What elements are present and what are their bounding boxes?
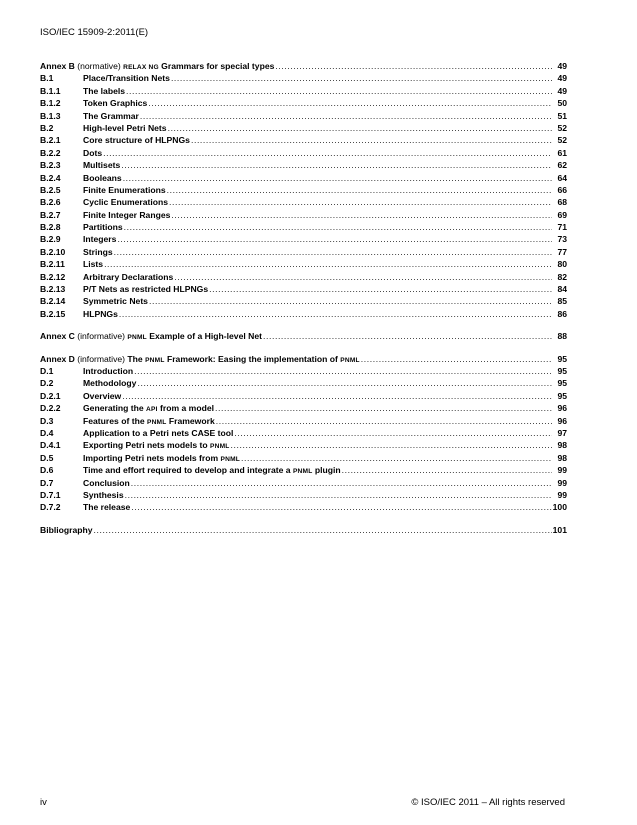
toc-entry-page: 97	[557, 427, 567, 438]
toc-entry-title: Symmetric Nets	[83, 296, 148, 307]
toc-entry-title: Finite Enumerations	[83, 184, 166, 195]
toc-entry-title-part: Features of the	[83, 415, 145, 426]
toc-entry-page: 66	[557, 184, 567, 195]
toc-annex-d-heading[interactable]	[40, 353, 567, 365]
toc-entry-page: 64	[557, 172, 567, 183]
toc-entry[interactable]	[40, 159, 567, 171]
copyright-footer: © ISO/IEC 2011 – All rights reserved	[411, 797, 565, 808]
toc-entry[interactable]	[40, 390, 567, 402]
toc-entry[interactable]	[40, 452, 567, 464]
toc-entry-title-part: Importing Petri nets models from	[83, 452, 219, 463]
toc-entry-page: 95	[557, 390, 567, 401]
page-number-footer: iv	[40, 797, 47, 808]
dot-leader	[149, 295, 552, 307]
toc-entry-title-part: Time and effort required to develop and integrate a	[83, 465, 291, 476]
section-gap	[40, 320, 567, 330]
toc-entry[interactable]	[40, 221, 567, 233]
toc-entry-title: Core structure of HLPNGs	[83, 135, 190, 146]
toc-entry[interactable]	[40, 233, 567, 245]
toc-entry-title-part: Generating the	[83, 403, 144, 414]
annex-label: Annex D	[40, 353, 75, 364]
dot-leader	[209, 283, 552, 295]
dot-leader	[263, 330, 552, 342]
toc-entry-number: B.1.1	[40, 85, 61, 96]
section-gap	[40, 514, 567, 524]
toc-entry-title: Arbitrary Declarations	[83, 271, 174, 282]
toc-entry-number: B.2.12	[40, 271, 66, 282]
toc-entry-page: 98	[557, 440, 567, 451]
toc-entry[interactable]	[40, 402, 567, 414]
dot-leader	[134, 365, 552, 377]
toc-entry-number: B.2.13	[40, 284, 66, 295]
toc-entry[interactable]	[40, 295, 567, 307]
toc-entry-page: 96	[557, 415, 567, 426]
dot-leader	[140, 110, 552, 122]
toc-entry[interactable]	[40, 477, 567, 489]
dot-leader	[231, 439, 552, 451]
dot-leader	[94, 524, 552, 536]
annex-title: Framework: Easing the implementation of	[166, 353, 338, 364]
annex-title-suffix: PNML	[340, 356, 360, 364]
annex-title: Grammars for special types	[161, 61, 275, 71]
toc-entry-number: D.7.1	[40, 489, 61, 500]
toc-entry[interactable]	[40, 196, 567, 208]
toc-entry-number: B.2.14	[40, 296, 66, 307]
annex-title-prefix: PNML	[127, 334, 147, 342]
dot-leader	[174, 271, 552, 283]
dot-leader	[126, 85, 552, 97]
toc-annex-b-heading[interactable]	[40, 60, 567, 72]
toc-entry-title-small-caps: API	[146, 406, 158, 414]
toc-entry-number: B.2	[40, 122, 54, 133]
toc-entry-number: B.1.3	[40, 110, 61, 121]
toc-entry-number: D.6	[40, 465, 54, 476]
toc-entry[interactable]	[40, 184, 567, 196]
toc-entry-title: P/T Nets as restricted HLPNGs	[83, 284, 209, 295]
table-of-contents	[40, 60, 567, 536]
annex-title-prefix: The	[127, 353, 143, 364]
toc-entry[interactable]	[40, 283, 567, 295]
toc-entry-number: D.7	[40, 477, 54, 488]
annex-type: (informative)	[77, 353, 126, 364]
toc-entry-page: 98	[557, 452, 567, 463]
toc-entry[interactable]	[40, 427, 567, 439]
dot-leader	[361, 353, 552, 365]
toc-entry-number: B.2.3	[40, 160, 61, 171]
toc-entry-title: Application to a Petri nets CASE tool	[83, 427, 234, 438]
toc-entry-title: Partitions	[83, 222, 123, 233]
toc-entry-number: D.2	[40, 378, 54, 389]
dot-leader	[168, 122, 552, 134]
toc-entry-number: B.2.6	[40, 197, 61, 208]
toc-entry-page: 71	[557, 222, 567, 233]
bibliography-page: 101	[552, 524, 567, 535]
toc-entry-number: B.2.1	[40, 135, 61, 146]
dot-leader	[171, 209, 552, 221]
toc-entry-title-part: from a model	[160, 403, 214, 414]
toc-entry-page: 77	[557, 246, 567, 257]
toc-entry-title: Place/Transition Nets	[83, 73, 170, 84]
toc-entry-title: Conclusion	[83, 477, 130, 488]
toc-entry-title: Integers	[83, 234, 117, 245]
toc-entry-page: 73	[557, 234, 567, 245]
toc-entry-number: B.2.4	[40, 172, 61, 183]
toc-entry-title: Dots	[83, 147, 103, 158]
toc-entry-number: B.2.11	[40, 259, 65, 270]
toc-entry-title: Finite Integer Ranges	[83, 209, 171, 220]
toc-entry-number: D.5	[40, 452, 54, 463]
document-id-header: ISO/IEC 15909-2:2011(E)	[40, 27, 149, 38]
toc-entry-page: 86	[557, 308, 567, 319]
toc-entry-number: D.1	[40, 365, 54, 376]
dot-leader	[114, 246, 552, 258]
toc-entry[interactable]	[40, 439, 567, 451]
dot-leader	[137, 377, 552, 389]
toc-entry-number: D.4	[40, 427, 54, 438]
dot-leader	[117, 233, 552, 245]
dot-leader	[124, 221, 552, 233]
toc-entry-title: Overview	[83, 390, 122, 401]
annex-type: (informative)	[77, 331, 126, 342]
annex-label: Annex B	[40, 61, 75, 71]
toc-entry-title-small-caps: PNML	[292, 468, 313, 476]
dot-leader	[169, 196, 552, 208]
dot-leader	[103, 147, 552, 159]
dot-leader	[123, 172, 552, 184]
annex-type: (normative)	[77, 61, 121, 71]
dot-leader	[191, 134, 552, 146]
toc-entry-title: Methodology	[83, 378, 137, 389]
dot-leader	[275, 60, 552, 72]
toc-entry-number: B.1	[40, 73, 54, 84]
toc-entry-title-small-caps: PNML	[220, 455, 241, 463]
toc-entry-title-part: Exporting Petri nets models to	[83, 440, 208, 451]
dot-leader	[342, 464, 552, 476]
annex-title: Example of a High-level Net	[149, 331, 262, 342]
toc-entry-number: B.1.2	[40, 98, 61, 109]
toc-entry-title: High-level Petri Nets	[83, 122, 167, 133]
toc-entry[interactable]	[40, 308, 567, 320]
toc-entry-page: 50	[557, 98, 567, 109]
dot-leader	[215, 402, 552, 414]
toc-entry-title: Multisets	[83, 160, 121, 171]
toc-entry-title-part: plugin	[314, 465, 341, 476]
toc-entry[interactable]	[40, 209, 567, 221]
toc-entry[interactable]	[40, 97, 567, 109]
toc-entry-title-small-caps: PNML	[147, 418, 167, 426]
dot-leader	[216, 415, 552, 427]
toc-entry-title: The Grammar	[83, 110, 139, 121]
toc-entry-page: 95	[557, 365, 567, 376]
toc-entry-number: D.3	[40, 415, 54, 426]
toc-entry[interactable]	[40, 258, 567, 270]
toc-entry-page: 51	[557, 110, 567, 121]
toc-entry-title: The release	[83, 502, 131, 513]
dot-leader	[121, 159, 552, 171]
toc-entry-page: 82	[557, 271, 567, 282]
toc-entry-number: D.2.2	[40, 403, 61, 414]
toc-entry-page: 68	[557, 197, 567, 208]
toc-entry[interactable]	[40, 72, 567, 84]
toc-entry-number: B.2.2	[40, 147, 61, 158]
toc-entry[interactable]	[40, 377, 567, 389]
toc-entry[interactable]	[40, 134, 567, 146]
toc-entry[interactable]	[40, 147, 567, 159]
toc-entry[interactable]	[40, 85, 567, 97]
toc-entry-title: The labels	[83, 85, 126, 96]
toc-entry-page: 100	[552, 502, 567, 513]
annex-page: 95	[557, 353, 567, 364]
toc-entry-title: Cyclic Enumerations	[83, 197, 169, 208]
toc-entry-page: 99	[557, 465, 567, 476]
toc-entry-page: 52	[557, 135, 567, 146]
toc-entry-number: B.2.9	[40, 234, 61, 245]
toc-entry-page: 62	[557, 160, 567, 171]
bibliography-title: Bibliography	[40, 524, 93, 535]
dot-leader	[122, 390, 552, 402]
toc-entry-page: 80	[557, 259, 567, 270]
toc-entry-number: B.2.7	[40, 209, 61, 220]
toc-entry-page: 52	[557, 122, 567, 133]
annex-label: Annex C	[40, 331, 75, 342]
toc-entry-title-small-caps: PNML	[210, 443, 230, 451]
toc-entry[interactable]	[40, 110, 567, 122]
toc-entry[interactable]	[40, 415, 567, 427]
annex-page: 49	[557, 61, 567, 71]
toc-entry[interactable]	[40, 489, 567, 501]
dot-leader	[148, 97, 552, 109]
dot-leader	[241, 452, 552, 464]
toc-entry-page: 99	[557, 489, 567, 500]
dot-leader	[104, 258, 552, 270]
toc-entry[interactable]	[40, 172, 567, 184]
toc-entry-page: 61	[557, 147, 567, 158]
annex-page: 88	[557, 331, 567, 342]
toc-entry-page: 99	[557, 477, 567, 488]
toc-entry-page: 49	[557, 85, 567, 96]
toc-entry-title: Token Graphics	[83, 98, 148, 109]
toc-entry-title: HLPNGs	[83, 308, 118, 319]
dot-leader	[167, 184, 552, 196]
dot-leader	[125, 489, 552, 501]
toc-entry-title: Introduction	[83, 365, 134, 376]
toc-entry-page: 69	[557, 209, 567, 220]
annex-title-small: PNML	[145, 356, 165, 364]
toc-entry[interactable]	[40, 246, 567, 258]
toc-entry[interactable]	[40, 464, 567, 476]
toc-entry-number: B.2.5	[40, 184, 61, 195]
toc-entry-page: 49	[557, 73, 567, 84]
toc-entry-number: D.2.1	[40, 390, 61, 401]
toc-entry-page: 85	[557, 296, 567, 307]
toc-entry-number: D.7.2	[40, 502, 61, 513]
toc-entry-title: Booleans	[83, 172, 122, 183]
dot-leader	[234, 427, 552, 439]
annex-title-prefix: RELAX NG	[123, 64, 159, 71]
dot-leader	[171, 72, 552, 84]
toc-entry-number: B.2.8	[40, 222, 61, 233]
toc-entry-title: Lists	[83, 259, 104, 270]
dot-leader	[131, 477, 552, 489]
toc-entry[interactable]	[40, 501, 567, 513]
toc-annex-c-heading[interactable]	[40, 330, 567, 342]
toc-entry-number: B.2.10	[40, 246, 66, 257]
toc-entry[interactable]	[40, 365, 567, 377]
toc-entry-title: Synthesis	[83, 489, 124, 500]
toc-entry-page: 95	[557, 378, 567, 389]
toc-entry-number: D.4.1	[40, 440, 61, 451]
toc-entry-number: B.2.15	[40, 308, 66, 319]
toc-entry-page: 84	[557, 284, 567, 295]
toc-entry[interactable]	[40, 122, 567, 134]
toc-entry-title: Strings	[83, 246, 113, 257]
dot-leader	[119, 308, 552, 320]
toc-bibliography[interactable]	[40, 524, 567, 536]
toc-entry-title-part: Framework	[168, 415, 215, 426]
toc-entry[interactable]	[40, 271, 567, 283]
toc-entry-page: 96	[557, 403, 567, 414]
dot-leader	[131, 501, 551, 513]
